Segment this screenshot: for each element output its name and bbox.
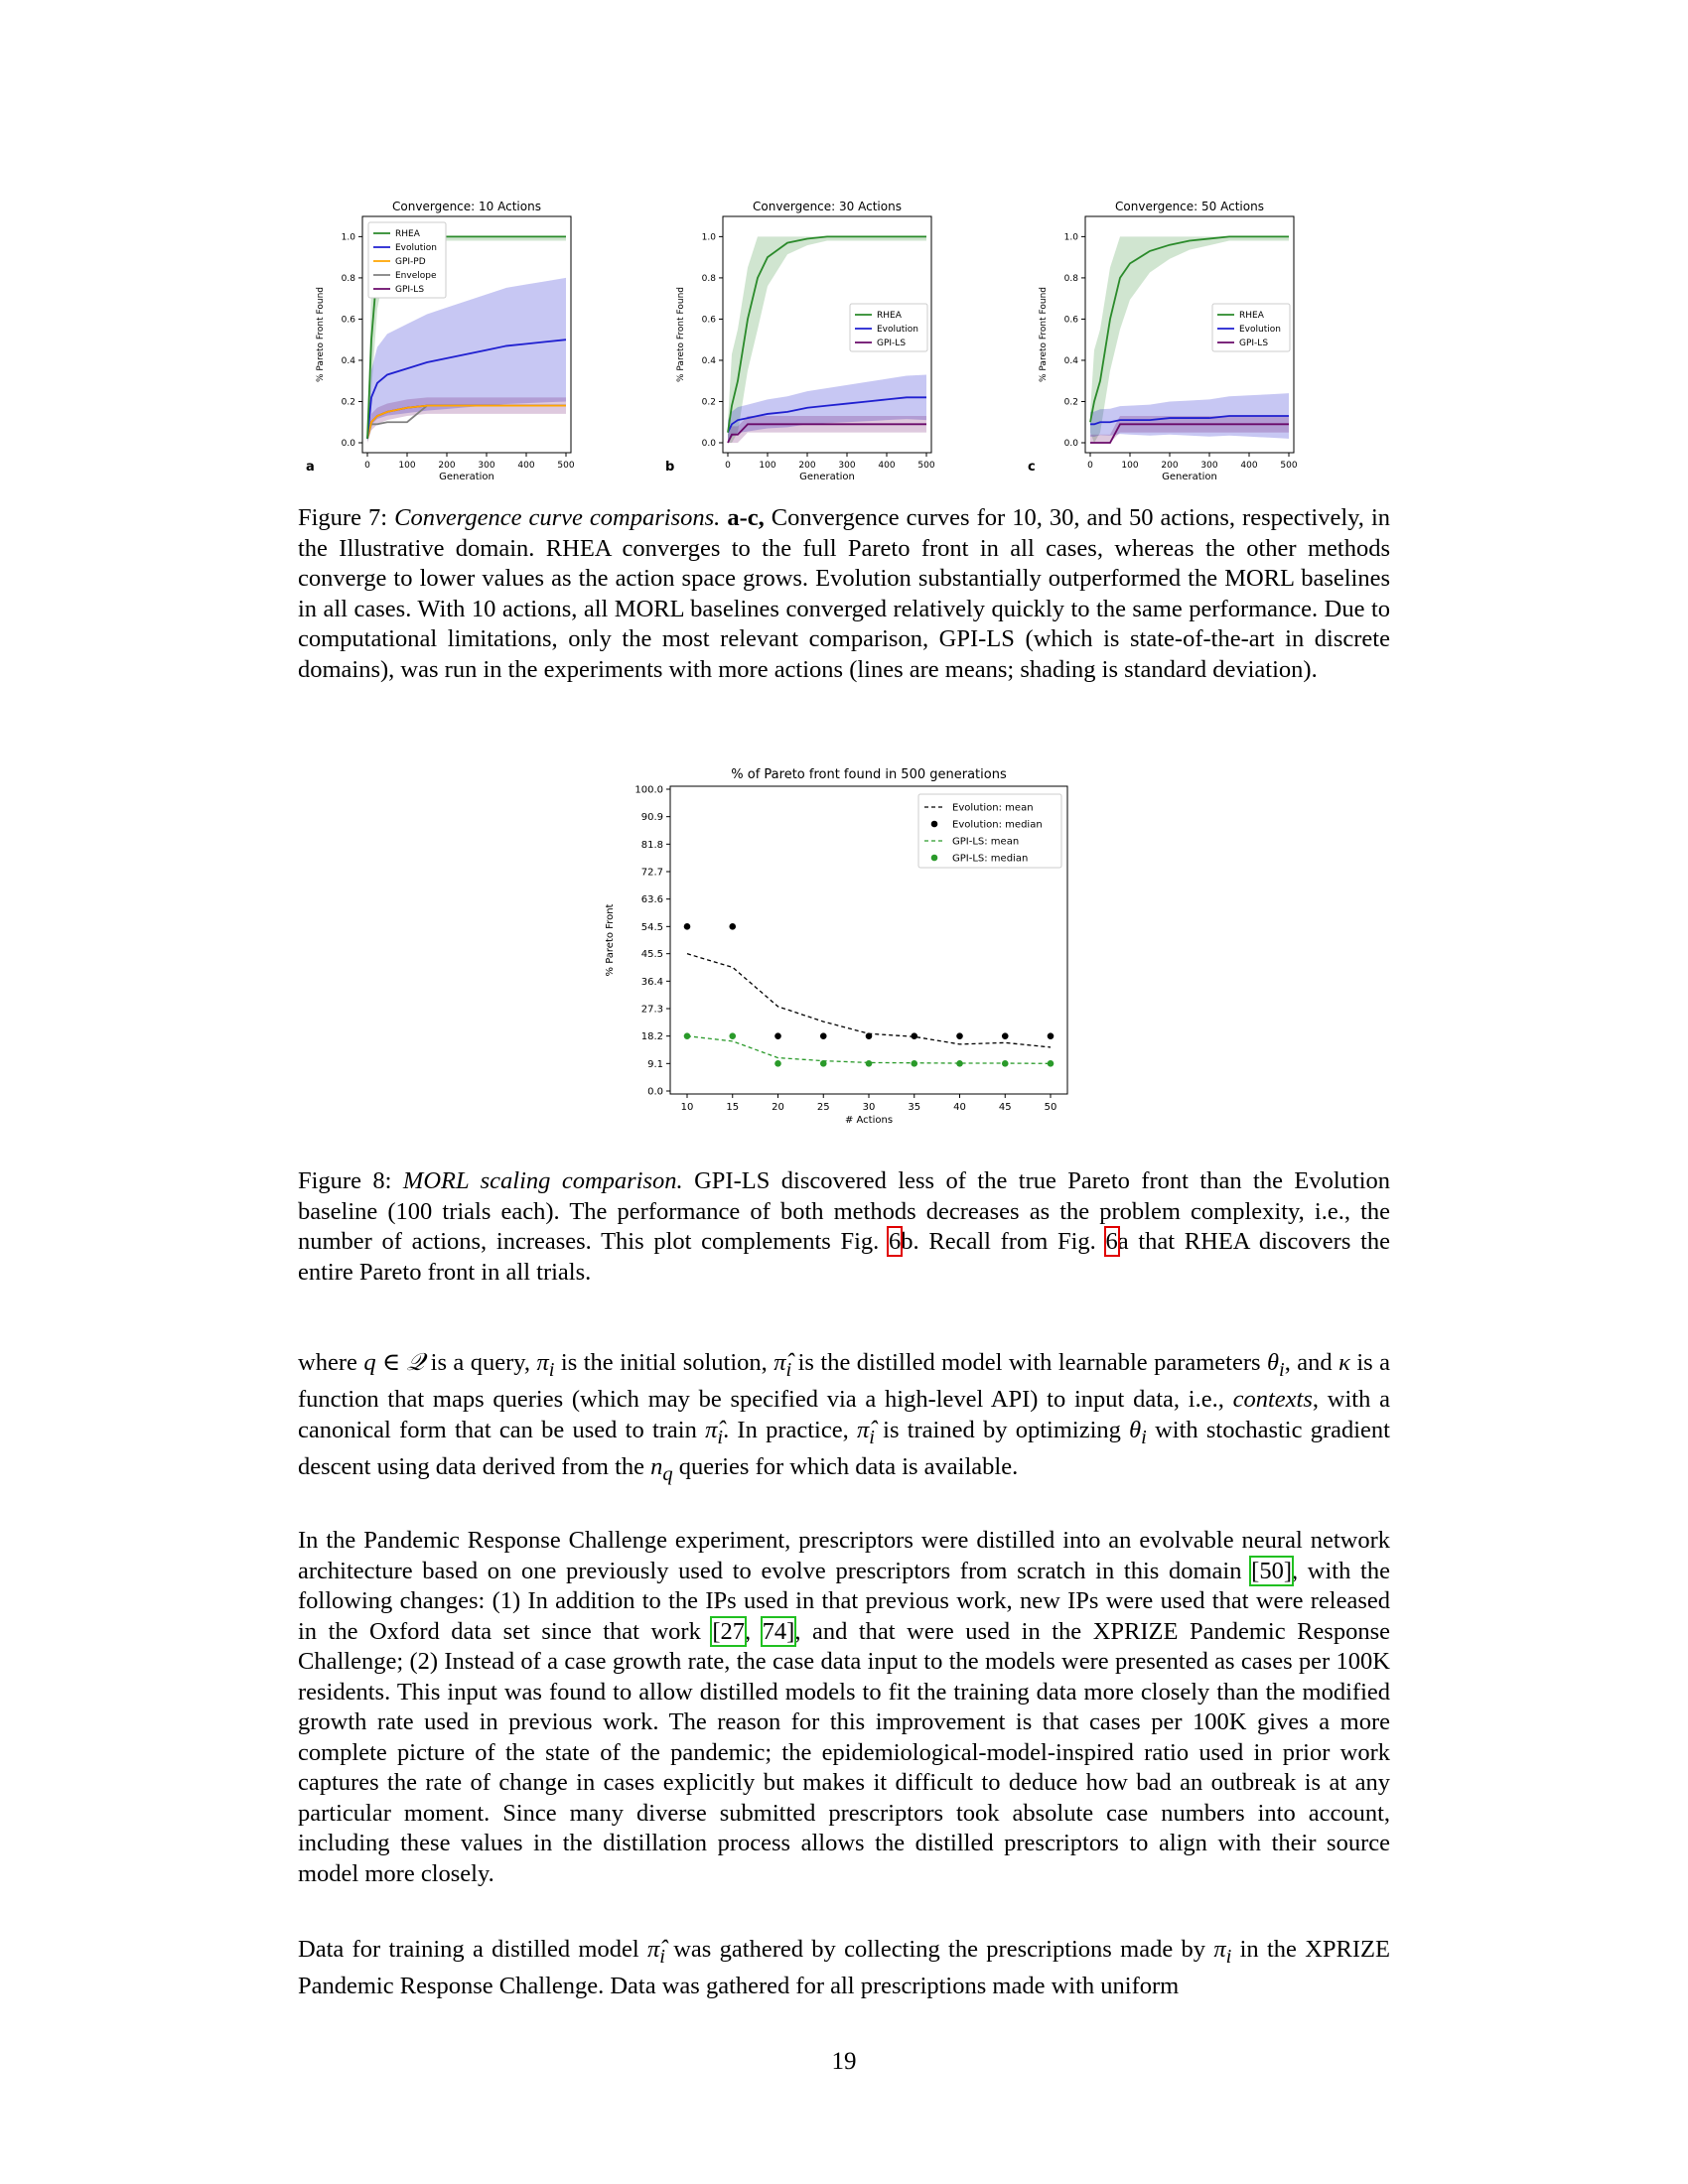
legend-label: GPI-LS (877, 339, 907, 348)
x-tick-label: 35 (908, 1102, 921, 1113)
panel-letter: c (1028, 460, 1036, 475)
fig8-title: MORL scaling comparison. (402, 1167, 683, 1194)
convergence-panel-b (665, 200, 935, 482)
median-point (911, 1060, 917, 1067)
x-tick-label: 50 (1044, 1102, 1057, 1113)
legend-label: Evolution: mean (952, 802, 1034, 814)
median-point (866, 1032, 873, 1039)
x-axis-label: Generation (1162, 472, 1217, 482)
y-tick-label: 0.8 (1063, 273, 1078, 284)
panel-letter: b (665, 460, 675, 475)
y-tick-label: 81.8 (640, 839, 663, 851)
y-tick-label: 63.6 (640, 894, 663, 906)
legend-label: Evolution: median (952, 819, 1043, 831)
convergence-panel-a (306, 200, 575, 482)
median-point (911, 1032, 917, 1039)
median-point (729, 1032, 736, 1039)
median-point (1048, 1032, 1055, 1039)
y-tick-label: 0.2 (701, 397, 716, 408)
y-axis-label: % Pareto Front Found (676, 287, 686, 382)
legend-label: GPI-PD (395, 257, 426, 267)
fig7-body: Convergence curves for 10, 30, and 50 actions, respectively, in the Illustrative domain. RHEA converges to the full Pareto front in all cases, whereas the other methods converge to lower values as the action space grows. Evolution substantially outperformed the MORL baselines in all cases. With 10 actions, all MORL baselines converged relatively quickly to the same performance. Due to computational limitations, only the most relevant comparison, GPI-LS (which is state-of-the-art in discrete domains), was run in the experiments with more actions (lines are means; shading is standard deviation). (298, 504, 1391, 683)
paragraph-distillation: where q ∈ 𝒬 is a query, $\pi_i$ is the initial solution, $\pî_i$ is the distilled model with learnable parameters $\theta_i$, and κ is a function that maps queries (which may be specified via a high-level API) to input data, i.e., contexts, with a canonical form that can be used to train $\pî_i$. In practice, $\pî_i$ is trained by optimizing $\theta_i$ with stochastic gradient descent using data derived from the $n_q$ queries for which data is available. (298, 1349, 1391, 1486)
x-tick-label: 500 (917, 461, 935, 471)
fig8-label: Figure 8: (298, 1167, 392, 1194)
y-tick-label: 0.6 (701, 315, 716, 326)
x-tick-label: 300 (838, 461, 856, 471)
y-axis-label: % Pareto Front Found (1039, 287, 1049, 382)
y-tick-label: 0.0 (1063, 439, 1078, 449)
x-axis-label: Generation (439, 472, 494, 482)
figure-7 (298, 199, 1390, 486)
panel-title: Convergence: 30 Actions (753, 200, 902, 213)
y-tick-label: 0.0 (341, 439, 355, 449)
y-tick-label: 0.2 (1063, 397, 1078, 408)
x-tick-label: 400 (1240, 461, 1258, 471)
fig8-body2: b. Recall from Fig. (901, 1228, 1096, 1255)
y-tick-label: 0.4 (341, 355, 355, 366)
y-tick-label: 18.2 (640, 1031, 663, 1043)
y-tick-label: 36.4 (640, 976, 663, 988)
median-point (684, 923, 691, 930)
median-point (820, 1032, 827, 1039)
citation-link[interactable]: 74] (762, 1617, 795, 1645)
x-tick-label: 0 (364, 461, 370, 471)
median-point (774, 1032, 781, 1039)
x-tick-label: 200 (798, 461, 816, 471)
std-band (367, 397, 566, 443)
y-tick-label: 0.6 (341, 315, 355, 326)
figure-7-caption (298, 503, 1390, 685)
y-tick-label: 1.0 (341, 232, 355, 243)
y-tick-label: 72.7 (640, 867, 663, 879)
legend-label: RHEA (877, 311, 902, 321)
citation-link[interactable]: [27 (712, 1617, 746, 1645)
x-tick-label: 40 (953, 1102, 966, 1113)
x-tick-label: 25 (816, 1102, 830, 1113)
y-tick-label: 90.9 (640, 812, 663, 824)
panel-title: Convergence: 10 Actions (392, 200, 541, 213)
y-tick-label: 27.3 (640, 1004, 663, 1016)
y-axis-label: % Pareto Front (605, 903, 616, 977)
y-tick-label: 0.0 (647, 1086, 663, 1098)
y-axis-label: % Pareto Front Found (316, 287, 326, 382)
x-tick-label: 400 (517, 461, 535, 471)
x-tick-label: 0 (1087, 461, 1093, 471)
x-tick-label: 200 (438, 461, 456, 471)
x-tick-label: 45 (998, 1102, 1012, 1113)
x-tick-label: 30 (862, 1102, 876, 1113)
x-axis-label: # Actions (844, 1115, 894, 1126)
figure-8 (586, 754, 1102, 1142)
x-axis-label: Generation (799, 472, 855, 482)
fig8-body1: GPI-LS discovered less of the true Pareto front than the Evolution baseline (100 trials each). The performance of both methods decreases as the problem complexity, i.e., the number of actions, increases. This plot complements Fig. (298, 1167, 1391, 1255)
x-tick-label: 15 (726, 1102, 740, 1113)
y-tick-label: 0.8 (341, 273, 355, 284)
panel-letter: a (306, 460, 315, 475)
x-tick-label: 20 (772, 1102, 784, 1113)
x-tick-label: 500 (1280, 461, 1298, 471)
std-band (728, 416, 926, 443)
fig-ref-link[interactable]: 6 (1105, 1228, 1118, 1255)
legend-label: GPI-LS (1239, 339, 1269, 348)
x-tick-label: 200 (1161, 461, 1179, 471)
fig7-label: Figure 7: (298, 504, 388, 531)
fig-ref-link[interactable]: 6 (889, 1228, 902, 1255)
legend-label: RHEA (1239, 311, 1264, 321)
median-point (1002, 1060, 1009, 1067)
std-band (728, 374, 926, 443)
x-tick-label: 400 (878, 461, 896, 471)
median-point (1002, 1032, 1009, 1039)
x-tick-label: 300 (1200, 461, 1218, 471)
mean-line (687, 1036, 1051, 1064)
y-tick-label: 1.0 (701, 232, 716, 243)
y-tick-label: 9.1 (647, 1058, 663, 1070)
fig8-body3: a that RHEA discovers the entire Pareto front in all trials. (298, 1228, 1391, 1286)
legend-label: Evolution (395, 243, 437, 253)
paragraph-pandemic: In the Pandemic Response Challenge experiment, prescriptors were distilled into an evolvable neural network architecture based on one previously used to evolve prescriptors from scratch in this domain [50], with the following changes: (1) In addition to the IPs used in that previous work, new IPs were used that were released in the Oxford data set since that work [27, 74], and that were used in the XPRIZE Pandemic Response Challenge; (2) Instead of a case growth rate, the case data input to the models were presented as cases per 100K residents. This input was found to allow distilled models to fit the training data more closely than the modified growth rate used in previous work. The reason for this improvement is that cases per 100K gives a more complete picture of the state of the pandemic; the epidemiological-model-inspired ratio used in prior work captures the rate of change in cases explicitly but makes it difficult to deduce how bad an outbreak is at any particular moment. Since many diverse submitted prescriptors took absolute case numbers into account, including these values in the distillation process allows the distilled prescriptors to align with their source model more closely. (298, 1527, 1391, 1887)
y-tick-label: 0.2 (341, 397, 355, 408)
legend-label: Evolution (1239, 325, 1281, 335)
x-tick-label: 300 (478, 461, 495, 471)
legend-label: Evolution (877, 325, 918, 335)
x-tick-label: 100 (1121, 461, 1139, 471)
panel-title: Convergence: 50 Actions (1115, 200, 1264, 213)
y-tick-label: 100.0 (634, 784, 663, 796)
y-tick-label: 0.4 (1063, 355, 1078, 366)
median-point (1048, 1060, 1055, 1067)
legend-label: GPI-LS: median (952, 853, 1029, 865)
y-tick-label: 1.0 (1063, 232, 1078, 243)
legend-swatch (931, 855, 938, 862)
legend-swatch (931, 821, 938, 828)
x-tick-label: 10 (680, 1102, 694, 1113)
figure-8-caption (298, 1166, 1390, 1288)
paragraph-data: Data for training a distilled model $\pî_i$ was gathered by collecting the prescriptions made by $\pi_i$ in the XPRIZE Pandemic Response Challenge. Data was gathered for all prescriptions made with uniform (298, 1936, 1390, 2000)
median-point (774, 1060, 781, 1067)
y-tick-label: 45.5 (640, 949, 663, 961)
legend-label: GPI-LS (395, 285, 425, 295)
y-tick-label: 0.0 (701, 439, 716, 449)
convergence-panel-c (1028, 200, 1298, 482)
legend-label: Envelope (395, 271, 437, 281)
x-tick-label: 100 (398, 461, 416, 471)
x-tick-label: 100 (759, 461, 776, 471)
median-point (866, 1060, 873, 1067)
legend-label: RHEA (395, 229, 420, 239)
fig7-title: Convergence curve comparisons. (394, 504, 721, 531)
x-tick-label: 0 (725, 461, 731, 471)
y-tick-label: 54.5 (640, 921, 663, 933)
median-point (820, 1060, 827, 1067)
x-tick-label: 500 (557, 461, 575, 471)
page-number: 19 (831, 2048, 857, 2075)
y-tick-label: 0.8 (701, 273, 716, 284)
legend-label: GPI-LS: mean (952, 836, 1020, 848)
median-point (684, 1032, 691, 1039)
chart-title: % of Pareto front found in 500 generations (731, 767, 1007, 782)
y-tick-label: 0.4 (701, 355, 716, 366)
median-point (729, 923, 736, 930)
fig7-sub: a-c, (727, 504, 765, 531)
citation-link[interactable]: [50] (1251, 1557, 1292, 1584)
median-point (956, 1032, 963, 1039)
median-point (956, 1060, 963, 1067)
y-tick-label: 0.6 (1063, 315, 1078, 326)
